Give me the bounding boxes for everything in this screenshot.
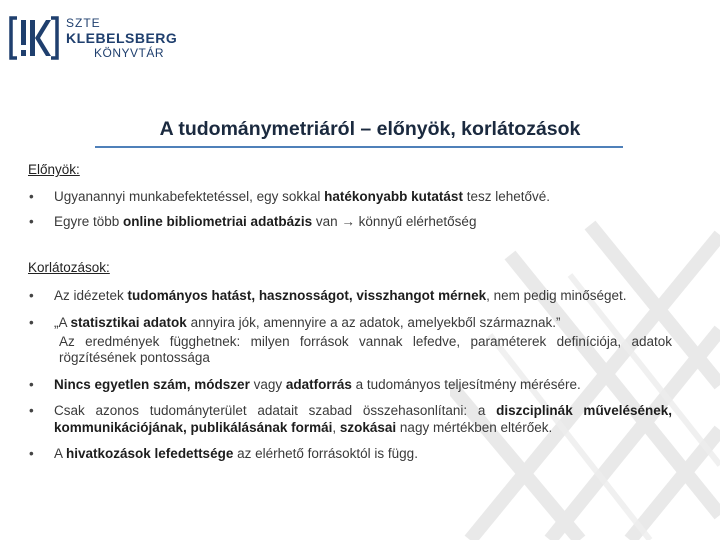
limitation-4-bold-2: szokásai	[339, 420, 397, 435]
logo-text	[66, 16, 177, 61]
logo-line-konyvtar: KÖNYVTÁR	[94, 45, 165, 60]
limitation-note: Az eredmények függhetnek: milyen források vannak lefedve, paraméterek definíciója, adatok rögzítésének pontossága	[59, 334, 672, 365]
advantage-item-1: • Ugyanannyi munkabefektetéssel, egy sokkal hatékonyabb kutatást tesz lehetővé.	[28, 188, 672, 205]
limitation-2-bold: statisztikai adatok	[70, 315, 187, 330]
limitation-item-4: • Csak azonos tudományterület adatait szabad összehasonlítani: a diszciplinák művelésének, kommunikációjának, publikálásának formái, szokásai nagy mértékben eltérőek.	[28, 402, 672, 436]
limitation-1-bold: tudományos hatást, hasznosságot, visszhangot mérnek	[127, 288, 487, 303]
limitation-item-1: • Az idézetek tudományos hatást, hasznosságot, visszhangot mérnek, nem pedig minőséget.	[28, 287, 672, 304]
advantage-1-bold: hatékonyabb kutatást	[324, 189, 463, 204]
limitation-3-bold-1: Nincs egyetlen szám, módszer	[54, 377, 250, 392]
advantage-item-2: • Egyre több online bibliometriai adatbázis van → könnyű elérhetőség	[28, 213, 672, 230]
logo-k-mark-icon	[8, 14, 60, 62]
limitation-item-5: • A hivatkozások lefedettsége az elérhető forrásoktól is függ.	[28, 445, 672, 462]
limitation-item-3: • Nincs egyetlen szám, módszer vagy adatforrás a tudományos teljesítmény mérésére.	[28, 376, 672, 393]
limitation-5-bold: hivatkozások lefedettsége	[66, 446, 234, 461]
limitation-3-bold-2: adatforrás	[285, 377, 352, 392]
advantage-2-bold: online bibliometriai adatbázis	[123, 214, 313, 229]
library-logo	[8, 12, 177, 64]
advantages-heading: Előnyök:	[28, 162, 80, 177]
logo-line-szte: SZTE	[66, 15, 101, 30]
slide-title: A tudománymetriáról – előnyök, korlátozások	[159, 118, 581, 140]
limitation-4-bold-1: diszciplinák művelésének, kommunikációjának, publikálásának formái	[54, 403, 672, 435]
logo-line-klebelsberg: KLEBELSBERG	[66, 29, 178, 46]
title-underline-rule	[95, 146, 623, 148]
slide-content	[28, 162, 672, 462]
limitation-item-2: • „A statisztikai adatok annyira jók, amennyire a az adatok, amelyekből származnak.”	[28, 314, 672, 331]
limitations-heading: Korlátozások:	[28, 260, 110, 275]
